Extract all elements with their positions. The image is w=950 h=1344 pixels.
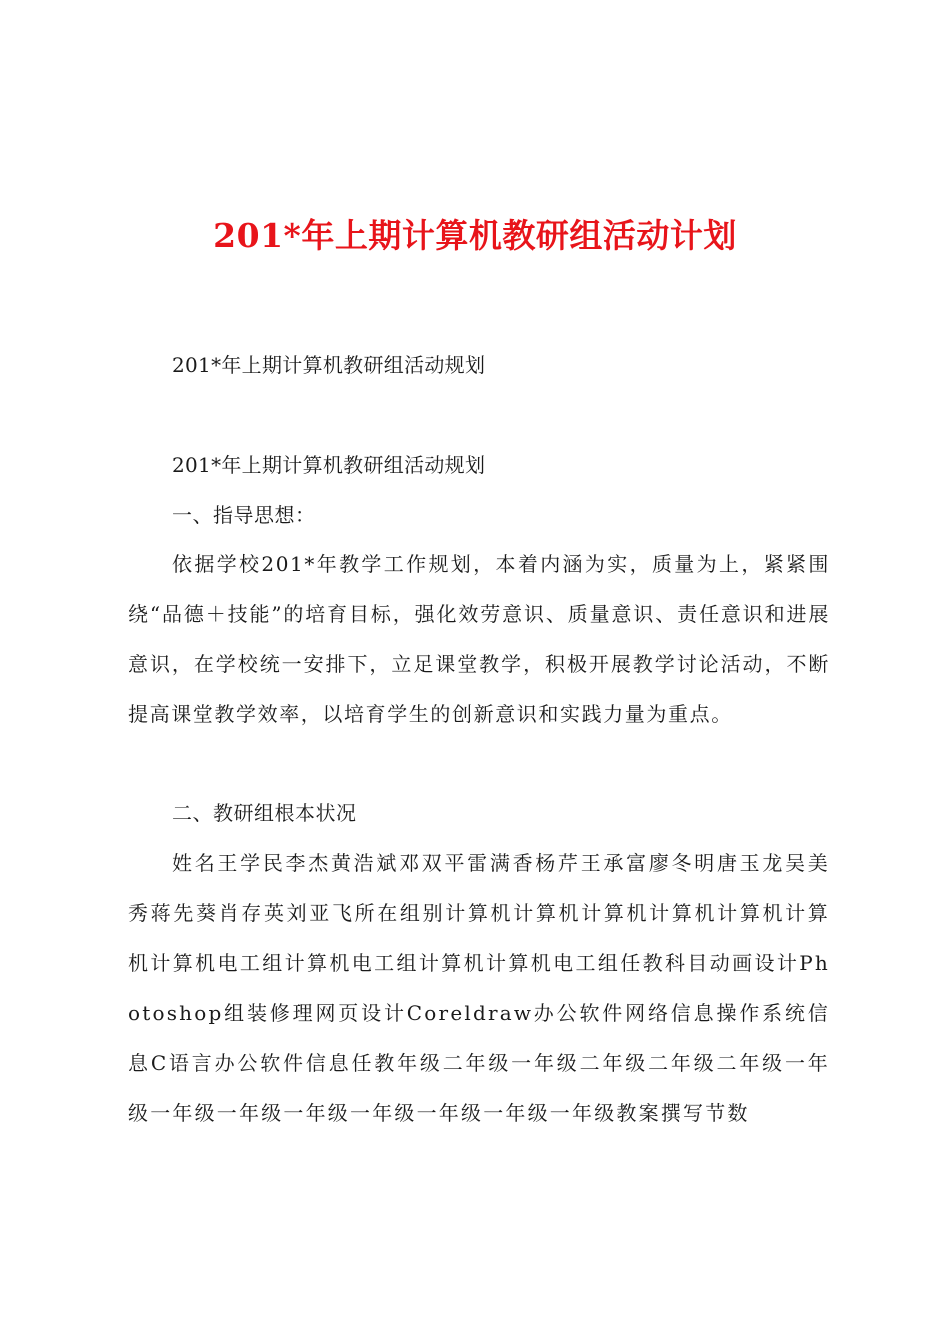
document-subtitle-1: 201*年上期计算机教研组活动规划 xyxy=(172,353,486,377)
document-subtitle-2: 201*年上期计算机教研组活动规划 xyxy=(172,453,486,477)
document-title: 201*年上期计算机教研组活动计划 xyxy=(213,216,737,255)
paragraph-guiding-ideology: 依据学校201*年教学工作规划，本着内涵为实，质量为上，紧紧围绕“品德＋技能”的培育目标，强化效劳意识、质量意识、责任意识和进展意识，在学校统一安排下，立足课堂教学，积极开展教学讨论活动，不断提高课堂教学效率，以培育学生的创新意识和实践力量为重点。 xyxy=(128,552,830,726)
section-heading-group-overview: 二、教研组根本状况 xyxy=(172,801,357,825)
paragraph-group-overview: 姓名王学民李杰黄浩斌邓双平雷满香杨芹王承富廖冬明唐玉龙吴美秀蒋先葵肖存英刘亚飞所在组别计算机计算机计算机计算机计算机计算机计算机电工组计算机电工组计算机计算机电工组任教科目动画设计Photoshop组装修理网页设计Coreldraw办公软件网络信息操作系统信息C语言办公软件信息任教年级二年级一年级二年级二年级二年级一年级一年级一年级一年级一年级一年级一年级一年级教案撰写节数 xyxy=(128,851,830,1125)
section-heading-guiding-ideology: 一、指导思想： xyxy=(172,503,316,527)
